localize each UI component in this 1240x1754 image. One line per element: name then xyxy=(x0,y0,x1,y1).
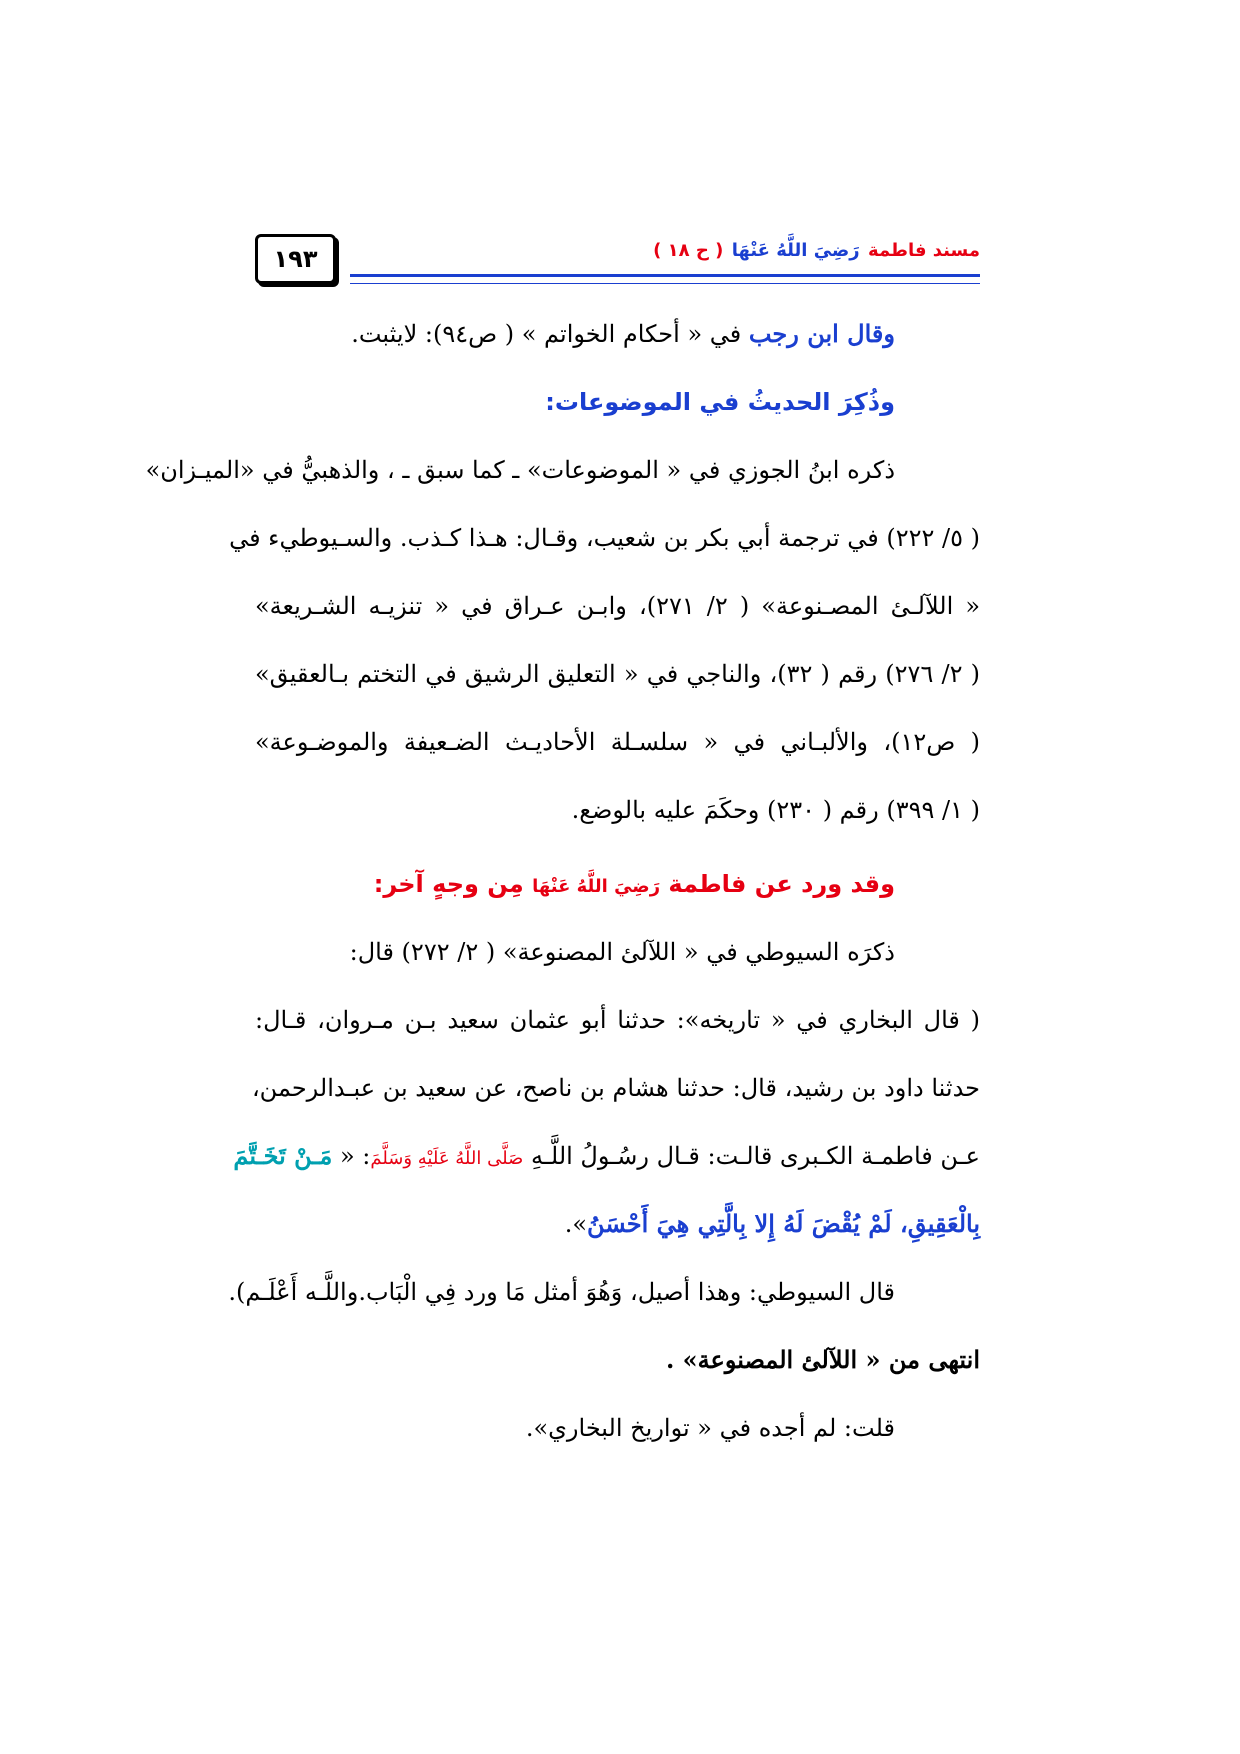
paragraph-line: ( ١/ ٣٩٩) رقم ( ٢٣٠) وحكَمَ عليه بالوضع. xyxy=(571,796,980,824)
header-rule xyxy=(350,274,980,284)
paragraph-line: ( ٢/ ٢٧٦) رقم ( ٣٢)، والناجي في « التعليق الرشيق في التختم بـالعقيق» xyxy=(255,660,981,688)
honorific: رَضِيَ اللَّهُ عَنْهَا xyxy=(532,876,661,897)
hadith-text: بِالْعَقِيقِ، لَمْ يُقْضَ لَهُ إِلا بِالَّتِي هِيَ أَحْسَنُ xyxy=(587,1209,980,1238)
hadith-text: مَـنْ تَخَـتَّمَ xyxy=(233,1141,333,1170)
line-text: عـن فاطمـة الكـبرى قالـت: قـال رسُـولُ اللَّـهِ xyxy=(523,1142,980,1170)
paragraph-line: « اللآلـئ المصـنوعة» ( ٢/ ٢٧١)، وابـن عـراق في « تنزيـه الشـريعة» xyxy=(255,592,981,620)
line-text: : « xyxy=(332,1142,371,1170)
paragraph-line: ( قال البخاري في « تاريخه»: حدثنا أبو عثمان سعيد بـن مـروان، قـال: xyxy=(255,1006,980,1034)
section-heading xyxy=(255,850,980,918)
line-text: ». xyxy=(564,1210,588,1238)
page-number: ١٩٣ xyxy=(255,234,336,284)
paragraph-line: ذكره ابنُ الجوزي في « الموضوعات» ـ كما سبق ـ ، والذهبيُّ في «الميـزان» xyxy=(145,456,895,484)
scholar-name: وقال ابن رجب xyxy=(748,319,895,348)
paragraph-line: حدثنا داود بن رشيد، قال: حدثنا هشام بن ناصح، عن سعيد بن عبـدالرحمن، xyxy=(251,1074,980,1102)
paragraph-line xyxy=(255,300,980,368)
title-main: مسند فاطمة xyxy=(868,240,980,261)
paragraph-line: قال السيوطي: وهذا أصيل، وَهُوَ أمثل مَا ورد فِي الْبَاب.واللَّـه أَعْلَـم). xyxy=(228,1278,895,1306)
section-heading: وذُكِرَ الحديثُ في الموضوعات: xyxy=(545,388,895,416)
line-text: في « أحكام الخواتم » ( ص٩٤): لايثبت. xyxy=(351,320,749,348)
heading-text: مِن وجهٍ آخر: xyxy=(373,870,533,898)
paragraph-line: ( ٥/ ٢٢٢) في ترجمة أبي بكر بن شعيب، وقـال: هـذا كـذب. والسـيوطيء في xyxy=(229,524,980,552)
salutation: صَلَّى اللَّهُ عَلَيْهِ وَسَلَّمَ xyxy=(370,1148,524,1169)
paragraph-line xyxy=(255,1190,980,1258)
page-body xyxy=(145,300,981,1462)
paragraph-line: انتهى من « اللآلئ المصنوعة» . xyxy=(665,1345,980,1374)
paragraph-line xyxy=(233,1122,980,1190)
page-header xyxy=(255,230,980,290)
title-ref: ( ح ١٨ ) xyxy=(653,240,724,261)
paragraph-line: قلت: لم أجده في « تواريخ البخاري». xyxy=(525,1414,895,1442)
paragraph-line: ( ص١٢)، والألبـاني في « سلسـلة الأحاديـث الضـعيفة والموضـوعة» xyxy=(255,728,980,756)
paragraph-line: ذكرَه السيوطي في « اللآلئ المصنوعة» ( ٢/ ٢٧٢) قال: xyxy=(349,938,895,966)
running-title xyxy=(653,234,980,262)
heading-text: وقد ورد عن فاطمة xyxy=(660,870,895,898)
title-honorific: رَضِيَ اللَّهُ عَنْهَا xyxy=(731,240,860,261)
